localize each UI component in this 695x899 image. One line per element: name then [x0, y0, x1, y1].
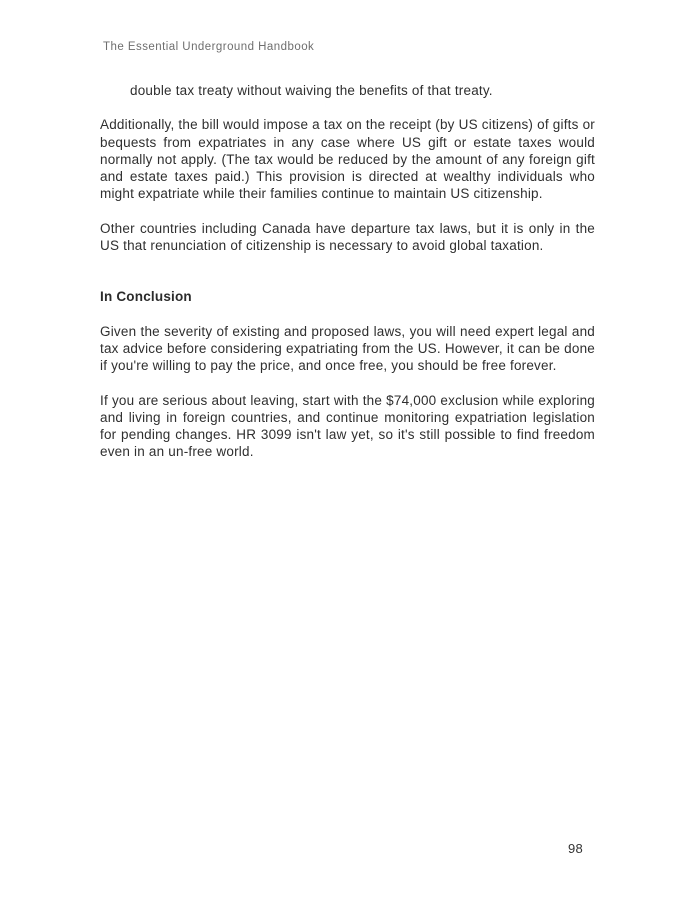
page-number: 98 — [568, 841, 583, 856]
running-header: The Essential Underground Handbook — [103, 41, 315, 53]
paragraph: Other countries including Canada have departure tax laws, but it is only in the US that renunciation of citizenship is necessary to avoid global taxation. — [100, 220, 595, 254]
paragraph: If you are serious about leaving, start with the $74,000 exclusion while exploring and living in foreign countries, and continue monitoring expatriation legislation for pending changes. HR 3099 isn't law yet, so it's still possible to find freedom even in an un-free world. — [100, 392, 595, 460]
paragraph-continuation: double tax treaty without waiving the benefits of that treaty. — [130, 83, 493, 98]
paragraph: Additionally, the bill would impose a tax on the receipt (by US citizens) of gifts or bequests from expatriates in any case where US gift or estate taxes would normally not apply. (The tax would be reduced by the amount of any foreign gift and estate taxes paid.) This provision is directed at wealthy individuals who might expatriate while their families continue to maintain US citizenship. — [100, 117, 595, 202]
section-heading: In Conclusion — [100, 289, 192, 305]
paragraph: Given the severity of existing and proposed laws, you will need expert legal and tax advice before considering expatriating from the US. However, it can be done if you're willing to pay the price, and once free, you should be free forever. — [100, 323, 595, 374]
page-body — [100, 82, 595, 478]
